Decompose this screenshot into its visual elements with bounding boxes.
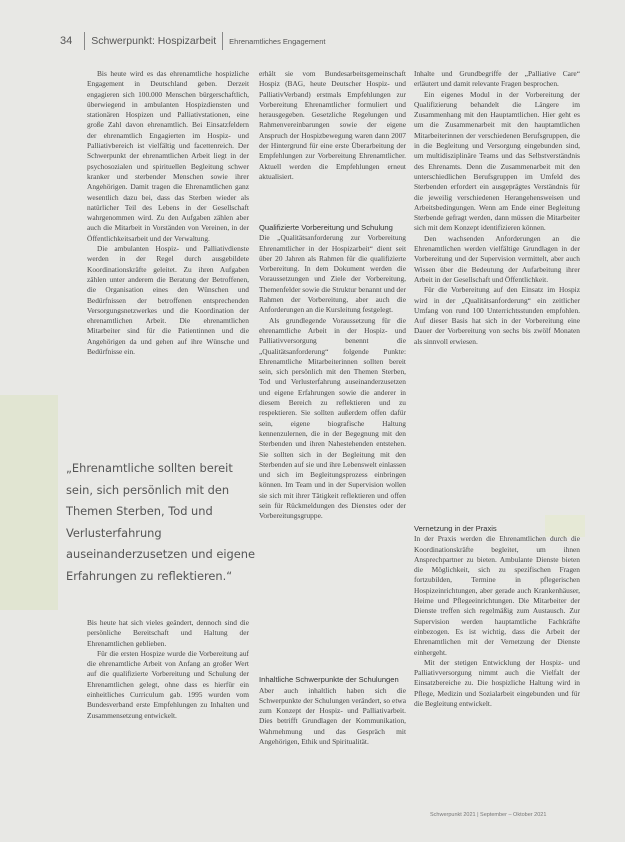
paragraph: Die „Qualitätsanforderung zur Vorbereitung Ehrenamtlicher in der Hospizarbeit“ dient seit über 20 Jahren als Rahmen für die qualifizierte Vorbereitung. In dem Dokument werden die Voraussetzungen und Ziele der Vorbereitung, Themenfelder sowie die Struktur benannt und der Rahmen der Vorbereitung, aber auch die Anforderungen an die Kursleitung festgelegt. (259, 233, 406, 315)
section-title: Schwerpunkt: Hospizarbeit (91, 35, 217, 47)
paragraph: Aber auch inhaltlich haben sich die Schwerpunkte der Schulungen verändert, so etwa zum Konzept der Hospiz- und Palliativarbeit. Dies betrifft Grundlagen der Kommunikation, Wahrnehmung und das Gespräch mit Angehörigen, Ethik und Spiritualität. (259, 685, 406, 747)
margin-tint (0, 395, 58, 610)
heading-content: Inhaltliche Schwerpunkte der Schulungen (259, 675, 399, 685)
heading-qualification: Qualifizierte Vorbereitung und Schulung (259, 223, 393, 232)
column-left-top (87, 69, 249, 447)
paragraph: Für die ersten Hospize wurde die Vorbereitung auf die ehrenamtliche Arbeit von Anfang an großer Wert auf die qualifizierte Vorbereitung und Schulung der Ehrenamtlichen gelegt, ohne dass es hierfür ein einheitliches Curriculum gab. 1995 wurden vom Bundesverband erste Empfehlungen zu Inhalten und Zusammensetzung entwickelt. (87, 648, 249, 720)
page-number: 34 (60, 35, 73, 47)
column-left-bottom (87, 618, 249, 834)
paragraph: Bis heute wird es das ehrenamtliche hospizliche Engagement in Deutschland geben. Derzeit engagieren sich 100.000 Menschen bürgerschaftlich, überwiegend in ambulanten Hospizdiensten und stationären Hospizen und Palliativstationen, eine große Zahl davon ehrenamtlich. Bei Einsatzfeldern der ehrenamtlich Engagierten im Hospiz- und Palliativbereich ist vielfältig und facettenreich. Der Schwerpunkt der ehrenamtlichen Arbeit liegt in der psychosozialen und spirituellen Begleitung schwer kranker und sterbender Menschen sowie ihrer Angehörigen. Damit tragen die Ehrenamtlichen ganz wesentlich dazu bei, dass das Sterben wieder als natürlicher Teil des Lebens in der Gesellschaft wahrgenommen wird. Zu den Aufgaben zählen aber auch die Mitarbeit in Vorständen von Vereinen, in der Öffentlichkeitsarbeit und der Verwaltung. (87, 69, 249, 243)
paragraph: In der Praxis werden die Ehrenamtlichen durch die Koordinationskräfte begleitet, um ihnen Ansprechpartner zu bieten. Ambulante Dienste bieten die Möglichkeit, sich zu spezifischen Fragen fortzubilden, Termine in pflegerischen Hospizeinrichtungen, aber gerade auch Krankenhäuser, Heime und Pflegeeinrichtungen. Die Mitarbeiter der Dienste treffen sich regelmäßig zum Austausch. Zur Supervision werden hauptamtliche Fachkräfte einbezogen. Es ist wichtig, dass die Arbeit der Ehrenamtlichen mit der Vernetzung der Dienste einhergeht. (414, 534, 580, 657)
pull-quote: „Ehrenamtliche sollten bereit sein, sich persönlich mit den Themen Sterben, Tod und Verlusterfahrung auseinanderzusetzen und eigene Erfahrungen zu reflektieren.“ (66, 461, 256, 583)
paragraph: Ein eigenes Modul in der Vorbereitung der Qualifizierung behandelt die Längere im Zusammenhang mit den Hauptamtlichen. Hier geht es um die Zusammenarbeit mit den hauptamtlichen Mitarbeiterinnen der verschiedenen Berufsgruppen, die in die Begleitung und Versorgung eingebunden sind, um multidisziplinäre Teams und das Selbstverständnis des Ehrenamts. Denn die Zusammenarbeit mit den unterschiedlichen Berufsgruppen im Umfeld des Sterbenden erfordert ein ausgeprägtes Verständnis für die jeweilig verschiedenen Herangehensweisen und Arbeitsbedingungen. Wenn am Ende einer Begleitung Sterbende gefragt werden, dann müssen die Mitarbeiter sich mit dem Konzept identifizieren können. (414, 89, 580, 233)
paragraph: erhält sie vom Bundesarbeitsgemeinschaft Hospiz (BAG, heute Deutscher Hospiz- und PalliativVerband) erstmals Empfehlungen zur Vorbereitung Ehrenamtlicher formuliert und herausgegeben. Gesetzliche Regelungen und Rahmenvereinbarungen sowie der eigene Anspruch der Hospizbewegung waren dann 2007 der Hintergrund für eine erste Überarbeitung der Empfehlungen zur Vorbereitung Ehrenamtlicher. Aktuell werden die Empfehlungen erneut aktualisiert. (259, 69, 406, 181)
paragraph: Für die Vorbereitung auf den Einsatz im Hospiz wird in der „Qualitätsanforderung“ ein zeitlicher Umfang von rund 100 Unterrichtsstunden empfohlen. Auf dieser Basis hat sich in der Vorbereitung eine Dauer der Vorbereitung von sechs bis zwölf Monaten als sinnvoll erwiesen. (414, 285, 580, 346)
divider (84, 32, 85, 50)
subsection-title: Ehrenamtliches Engagement (229, 36, 326, 46)
paragraph: Bis heute hat sich vieles geändert, dennoch sind die persönliche Bereitschaft und Haltung der Ehrenamtlichen geblieben. (87, 618, 249, 648)
paragraph: Die ambulanten Hospiz- und Palliativdienste werden in der Regel durch ausgebildete Koordinationskräfte geleitet. Zu ihren Aufgaben zählen unter anderem die Beratung der Betroffenen, die Organisation eines den Wünschen und Bedürfnissen der betroffenen entsprechenden Versorgungsnetzwerkes und die Koordination der ehrenamtlichen Arbeit. Die ehrenamtlichen Mitarbeiter sind für die Patientinnen und die Angehörigen da und gehen auf ihre Wünsche und Bedürfnisse ein. (87, 244, 249, 357)
column-right (414, 69, 580, 834)
paragraph: Als grundlegende Voraussetzung für die ehrenamtliche Arbeit in der Hospiz- und Palliativversorgung benennt die „Qualitätsanforderung“ folgende Punkte: Ehrenamtliche Mitarbeiterinnen sollten bereit sein, sich persönlich mit den Themen Sterben, Tod und Verlusterfahrung auseinanderzusetzen und eigene Erfahrungen sowie die anderer in diesem Bereich zu reflektieren und zu respektieren. Sie sollten außerdem offen dafür sein, eigene biografische Haltung kennenzulernen, die in der Begegnung mit den Sterbenden und ihren Nahestehenden entstehen. Sie sollten sich in der Begleitung mit den Sterbenden auf sie und ihre Lebenswelt einlassen und sich im Begleitungsprozess einbringen können. Im Team und in der Supervision wollen sie sich mit ihrer Tätigkeit reflektieren und offen sein für Rückmeldungen des Dienstes oder der Vorbereitungsgruppe. (259, 315, 406, 521)
paragraph: Mit der stetigen Entwicklung der Hospiz- und Palliativversorgung nimmt auch die Vielfalt der Einsatzbereiche zu. Die hospizliche Haltung wird in Pflege, Medizin und Sozialarbeit eingebunden und für die Begleitung entwickelt. (414, 657, 580, 709)
running-header (60, 32, 325, 50)
paragraph: Den wachsenden Anforderungen an die Ehrenamtlichen werden vielfältige Grundlagen in der Vorbereitung und der Supervision vermittelt, aber auch Wissen über die Bedeutung der Aufarbeitung ihrer Arbeit in der Gesellschaft und Öffentlichkeit. (414, 233, 580, 284)
column-middle (259, 69, 406, 834)
page-footer: Schwerpunkt 2021 | September – Oktober 2021 (430, 812, 547, 818)
paragraph: Inhalte und Grundbegriffe der „Palliative Care“ erläutert und damit relevante Fragen besprochen. (414, 69, 580, 89)
divider (222, 32, 223, 50)
heading-network: Vernetzung in der Praxis (414, 524, 497, 533)
